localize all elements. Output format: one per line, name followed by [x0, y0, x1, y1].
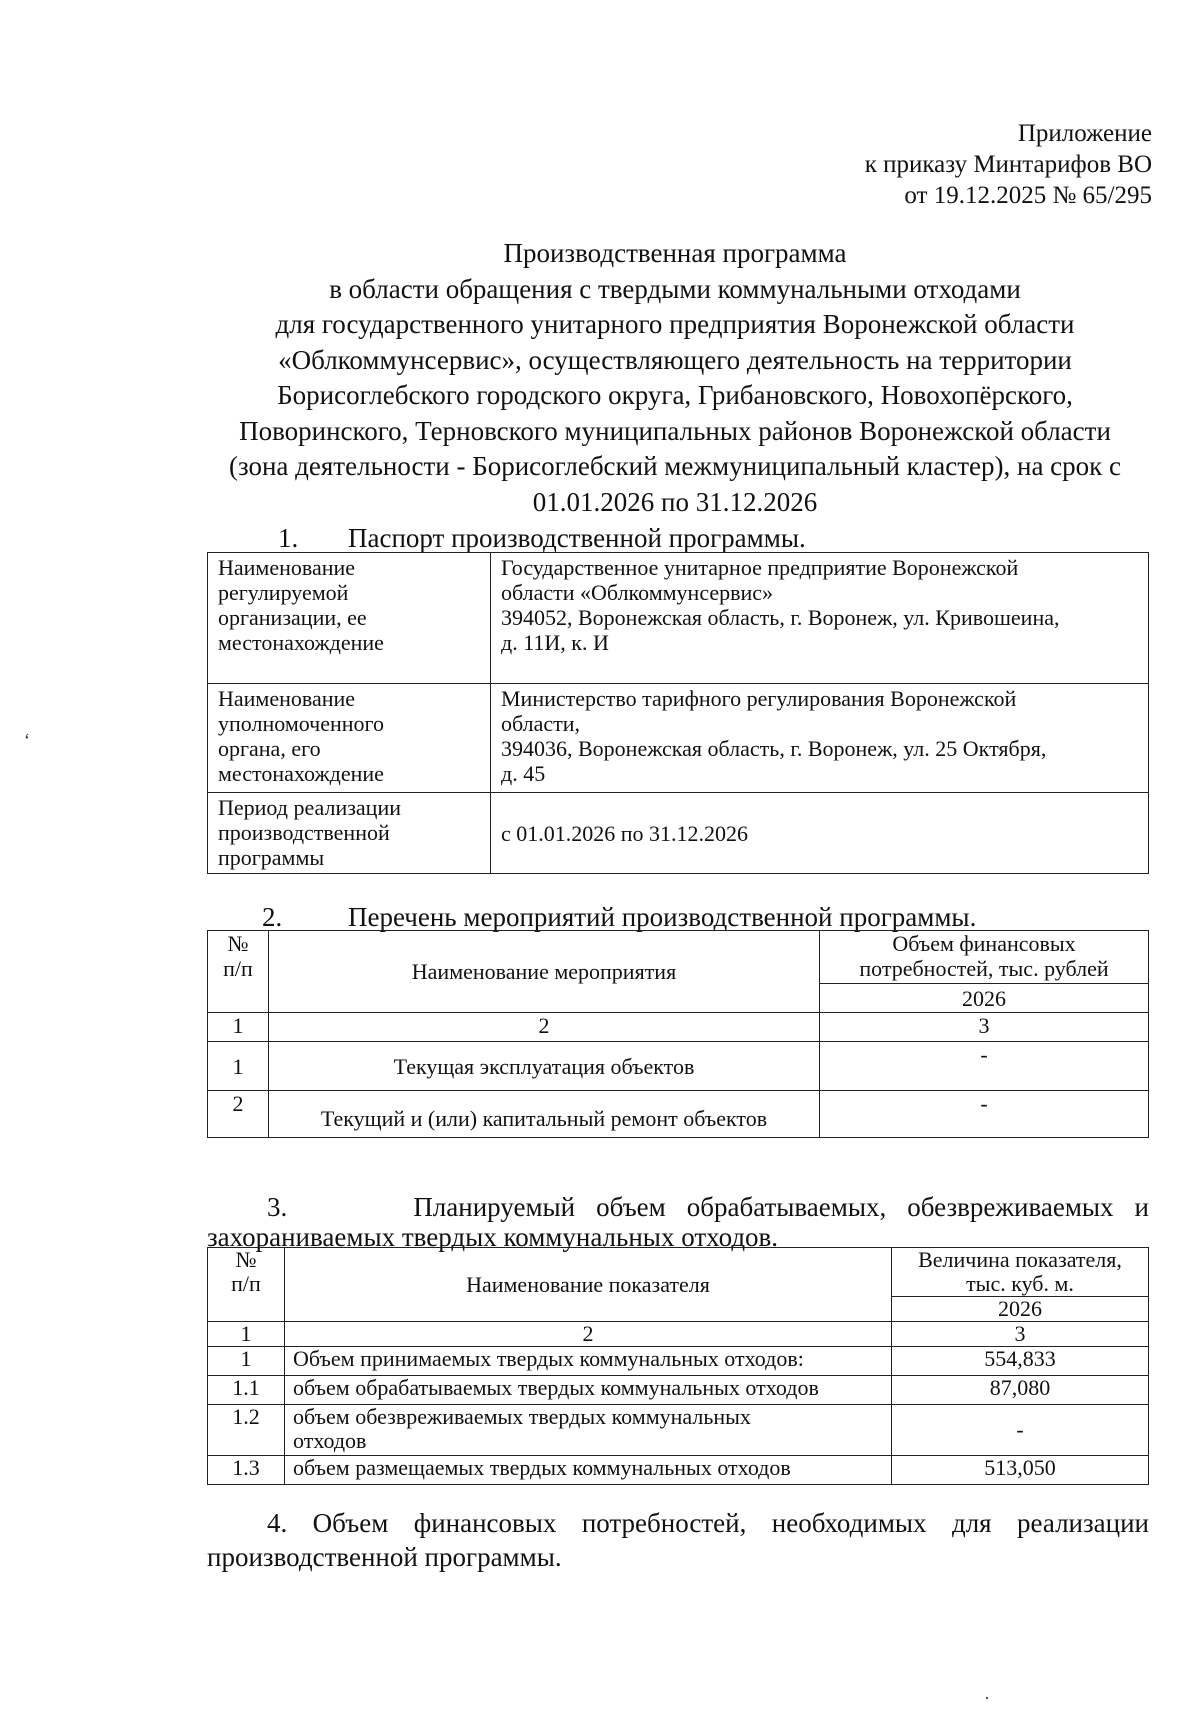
- section-number: 3.: [267, 1192, 288, 1222]
- table-cell-value: [491, 793, 1149, 874]
- table-cell-label: [208, 793, 491, 874]
- section-title: Перечень мероприятий производственной программы.: [348, 902, 977, 932]
- row-name-cell: объем обрабатываемых твердых коммунальных отходов: [285, 1376, 892, 1405]
- measures-table: [207, 930, 1149, 1138]
- appendix-line: Приложение: [1017, 120, 1152, 147]
- cell-text: 2026: [962, 985, 1006, 1011]
- cell-line: Государственное унитарное предприятие Воронежской: [501, 555, 1019, 580]
- section-title-line: [207, 1192, 1149, 1222]
- row-num-cell: 1: [208, 1347, 285, 1376]
- cell-line: производственной: [218, 820, 390, 845]
- table-cell-label: [208, 553, 491, 684]
- cell-line: с 01.01.2026 по 31.12.2026: [501, 820, 749, 846]
- row-value-cell: -: [892, 1405, 1149, 1456]
- row-num-cell: 2: [208, 1091, 269, 1138]
- table-index-row: [208, 1013, 1149, 1042]
- cell-line: Министерство тарифного регулирования Воронежской: [501, 686, 1017, 711]
- row-value-cell: -: [820, 1042, 1149, 1091]
- appendix-line: от 19.12.2025 № 65/295: [904, 182, 1152, 209]
- index-cell: 3: [820, 1013, 1149, 1042]
- row-name-cell: объем размещаемых твердых коммунальных отходов: [285, 1456, 892, 1485]
- header-cell-year: [820, 984, 1149, 1013]
- title-line: Поворинского, Терновского муниципальных районов Воронежской области: [239, 415, 1111, 446]
- header-cell-name: [285, 1248, 892, 1322]
- cell-line: уполномоченного: [218, 711, 385, 736]
- cell-text: Наименование мероприятия: [411, 959, 677, 984]
- table-cell-value: [491, 553, 1149, 684]
- table-index-row: [208, 1322, 1149, 1347]
- cell-line: п/п: [223, 956, 253, 981]
- cell-line: д. 11И, к. И: [501, 630, 609, 655]
- index-cell: 1: [208, 1013, 269, 1042]
- cell-line: местонахождение: [218, 630, 384, 655]
- cell-line: органа, его: [218, 736, 321, 761]
- row-num-cell: 1.2: [208, 1405, 285, 1456]
- row-num-cell: 1: [208, 1042, 269, 1091]
- section-title: Планируемый объем обрабатываемых, обезвреживаемых и: [413, 1192, 1150, 1222]
- title-line: в области обращения с твердыми коммунальными отходами: [329, 273, 1021, 304]
- row-num-cell: 1.3: [208, 1456, 285, 1485]
- cell-line: Объем финансовых: [892, 931, 1076, 956]
- cell-line: Наименование: [218, 555, 356, 580]
- title-line: для государственного унитарного предприятия Воронежской области: [275, 309, 1075, 339]
- row-name-cell: Текущая эксплуатация объектов: [269, 1042, 820, 1091]
- section-number: 2.: [262, 902, 283, 932]
- cell-line: №: [227, 931, 249, 956]
- index-cell: 2: [285, 1322, 892, 1347]
- title-line: Борисоглебского городского округа, Грибановского, Новохопёрского,: [277, 380, 1073, 410]
- section-title-line: захораниваемых твердых коммунальных отходов.: [207, 1222, 779, 1252]
- title-line: 01.01.2026 по 31.12.2026: [532, 486, 818, 517]
- header-cell-year: [892, 1297, 1149, 1322]
- cell-text: 2026: [998, 1296, 1042, 1321]
- cell-line: Величина показателя,: [918, 1247, 1122, 1272]
- title-line: (зона деятельности - Борисоглебский межмуниципальный кластер), на срок с: [228, 451, 1122, 481]
- table-cell-label: [208, 684, 491, 793]
- row-value-cell: 554,833: [892, 1347, 1149, 1376]
- section2-heading: [262, 902, 976, 932]
- row-name-cell: Текущий и (или) капитальный ремонт объектов: [269, 1091, 820, 1138]
- row-name-cell: Объем принимаемых твердых коммунальных отходов:: [285, 1347, 892, 1376]
- header-cell-amount: [820, 931, 1149, 984]
- section-number: 1.: [278, 523, 299, 553]
- cell-line: п/п: [231, 1271, 261, 1296]
- document-title: [150, 236, 1200, 520]
- cell-line: Наименование: [218, 686, 356, 711]
- cell-line: области «Облкоммунсервис»: [501, 580, 774, 605]
- cell-line: программы: [218, 845, 325, 870]
- section1-heading: [278, 523, 806, 553]
- table-row: [208, 793, 1149, 874]
- scan-speck: ·: [984, 1688, 990, 1708]
- cell-line: организации, ее: [218, 605, 367, 630]
- table-cell-value: [491, 684, 1149, 793]
- table-header-row: [208, 1248, 1149, 1297]
- table-row: [208, 1456, 1149, 1485]
- passport-table: [207, 552, 1149, 874]
- row-name-cell: [285, 1405, 892, 1456]
- index-cell: 1: [208, 1322, 285, 1347]
- header-cell-num: [208, 931, 269, 1013]
- index-cell: 2: [269, 1013, 820, 1042]
- title-line: «Облкоммунсервис», осуществляющего деятельность на территории: [278, 344, 1072, 375]
- cell-text: Наименование показателя: [466, 1271, 710, 1297]
- cell-line: 394036, Воронежская область, г. Воронеж, ул. 25 Октября,: [501, 736, 1047, 761]
- paragraph-line: 4. Объем финансовых потребностей, необходимых для реализации: [267, 1508, 1149, 1538]
- cell-line: регулируемой: [218, 580, 349, 605]
- paragraph-line: производственной программы.: [207, 1542, 562, 1572]
- table-row: [208, 1042, 1149, 1091]
- cell-line: 394052, Воронежская область, г. Воронеж, ул. Кривошеина,: [501, 605, 1060, 630]
- scan-speck: ʻ: [24, 730, 30, 750]
- header-cell-num: [208, 1248, 285, 1322]
- cell-line: потребностей, тыс. рублей: [859, 956, 1109, 981]
- table-row: [208, 684, 1149, 793]
- cell-line: №: [235, 1247, 257, 1272]
- volumes-table: [207, 1247, 1149, 1485]
- section-title: Паспорт производственной программы.: [348, 523, 806, 553]
- title-line: Производственная программа: [503, 238, 847, 268]
- cell-line: тыс. куб. м.: [966, 1271, 1074, 1296]
- row-value-cell: 513,050: [892, 1456, 1149, 1485]
- header-cell-amount: [892, 1248, 1149, 1297]
- appendix-reference: [865, 118, 1152, 211]
- cell-line: объем обезвреживаемых твердых коммунальных: [293, 1404, 751, 1429]
- index-cell: 3: [892, 1322, 1149, 1347]
- section4-paragraph: [207, 1506, 1149, 1574]
- table-row: [208, 553, 1149, 684]
- row-num-cell: 1.1: [208, 1376, 285, 1405]
- cell-line: Период реализации: [218, 795, 402, 820]
- table-header-row: [208, 931, 1149, 984]
- cell-line: местонахождение: [218, 761, 384, 786]
- header-cell-name: [269, 931, 820, 1013]
- row-value-cell: 87,080: [892, 1376, 1149, 1405]
- cell-line: д. 45: [501, 761, 546, 786]
- row-value-cell: -: [820, 1091, 1149, 1138]
- cell-line: отходов: [293, 1428, 367, 1453]
- table-row: [208, 1405, 1149, 1456]
- section3-heading: [207, 1192, 1149, 1252]
- table-row: [208, 1347, 1149, 1376]
- table-row: [208, 1376, 1149, 1405]
- cell-line: области,: [501, 711, 581, 736]
- appendix-line: к приказу Минтарифов ВО: [864, 151, 1152, 178]
- table-row: [208, 1091, 1149, 1138]
